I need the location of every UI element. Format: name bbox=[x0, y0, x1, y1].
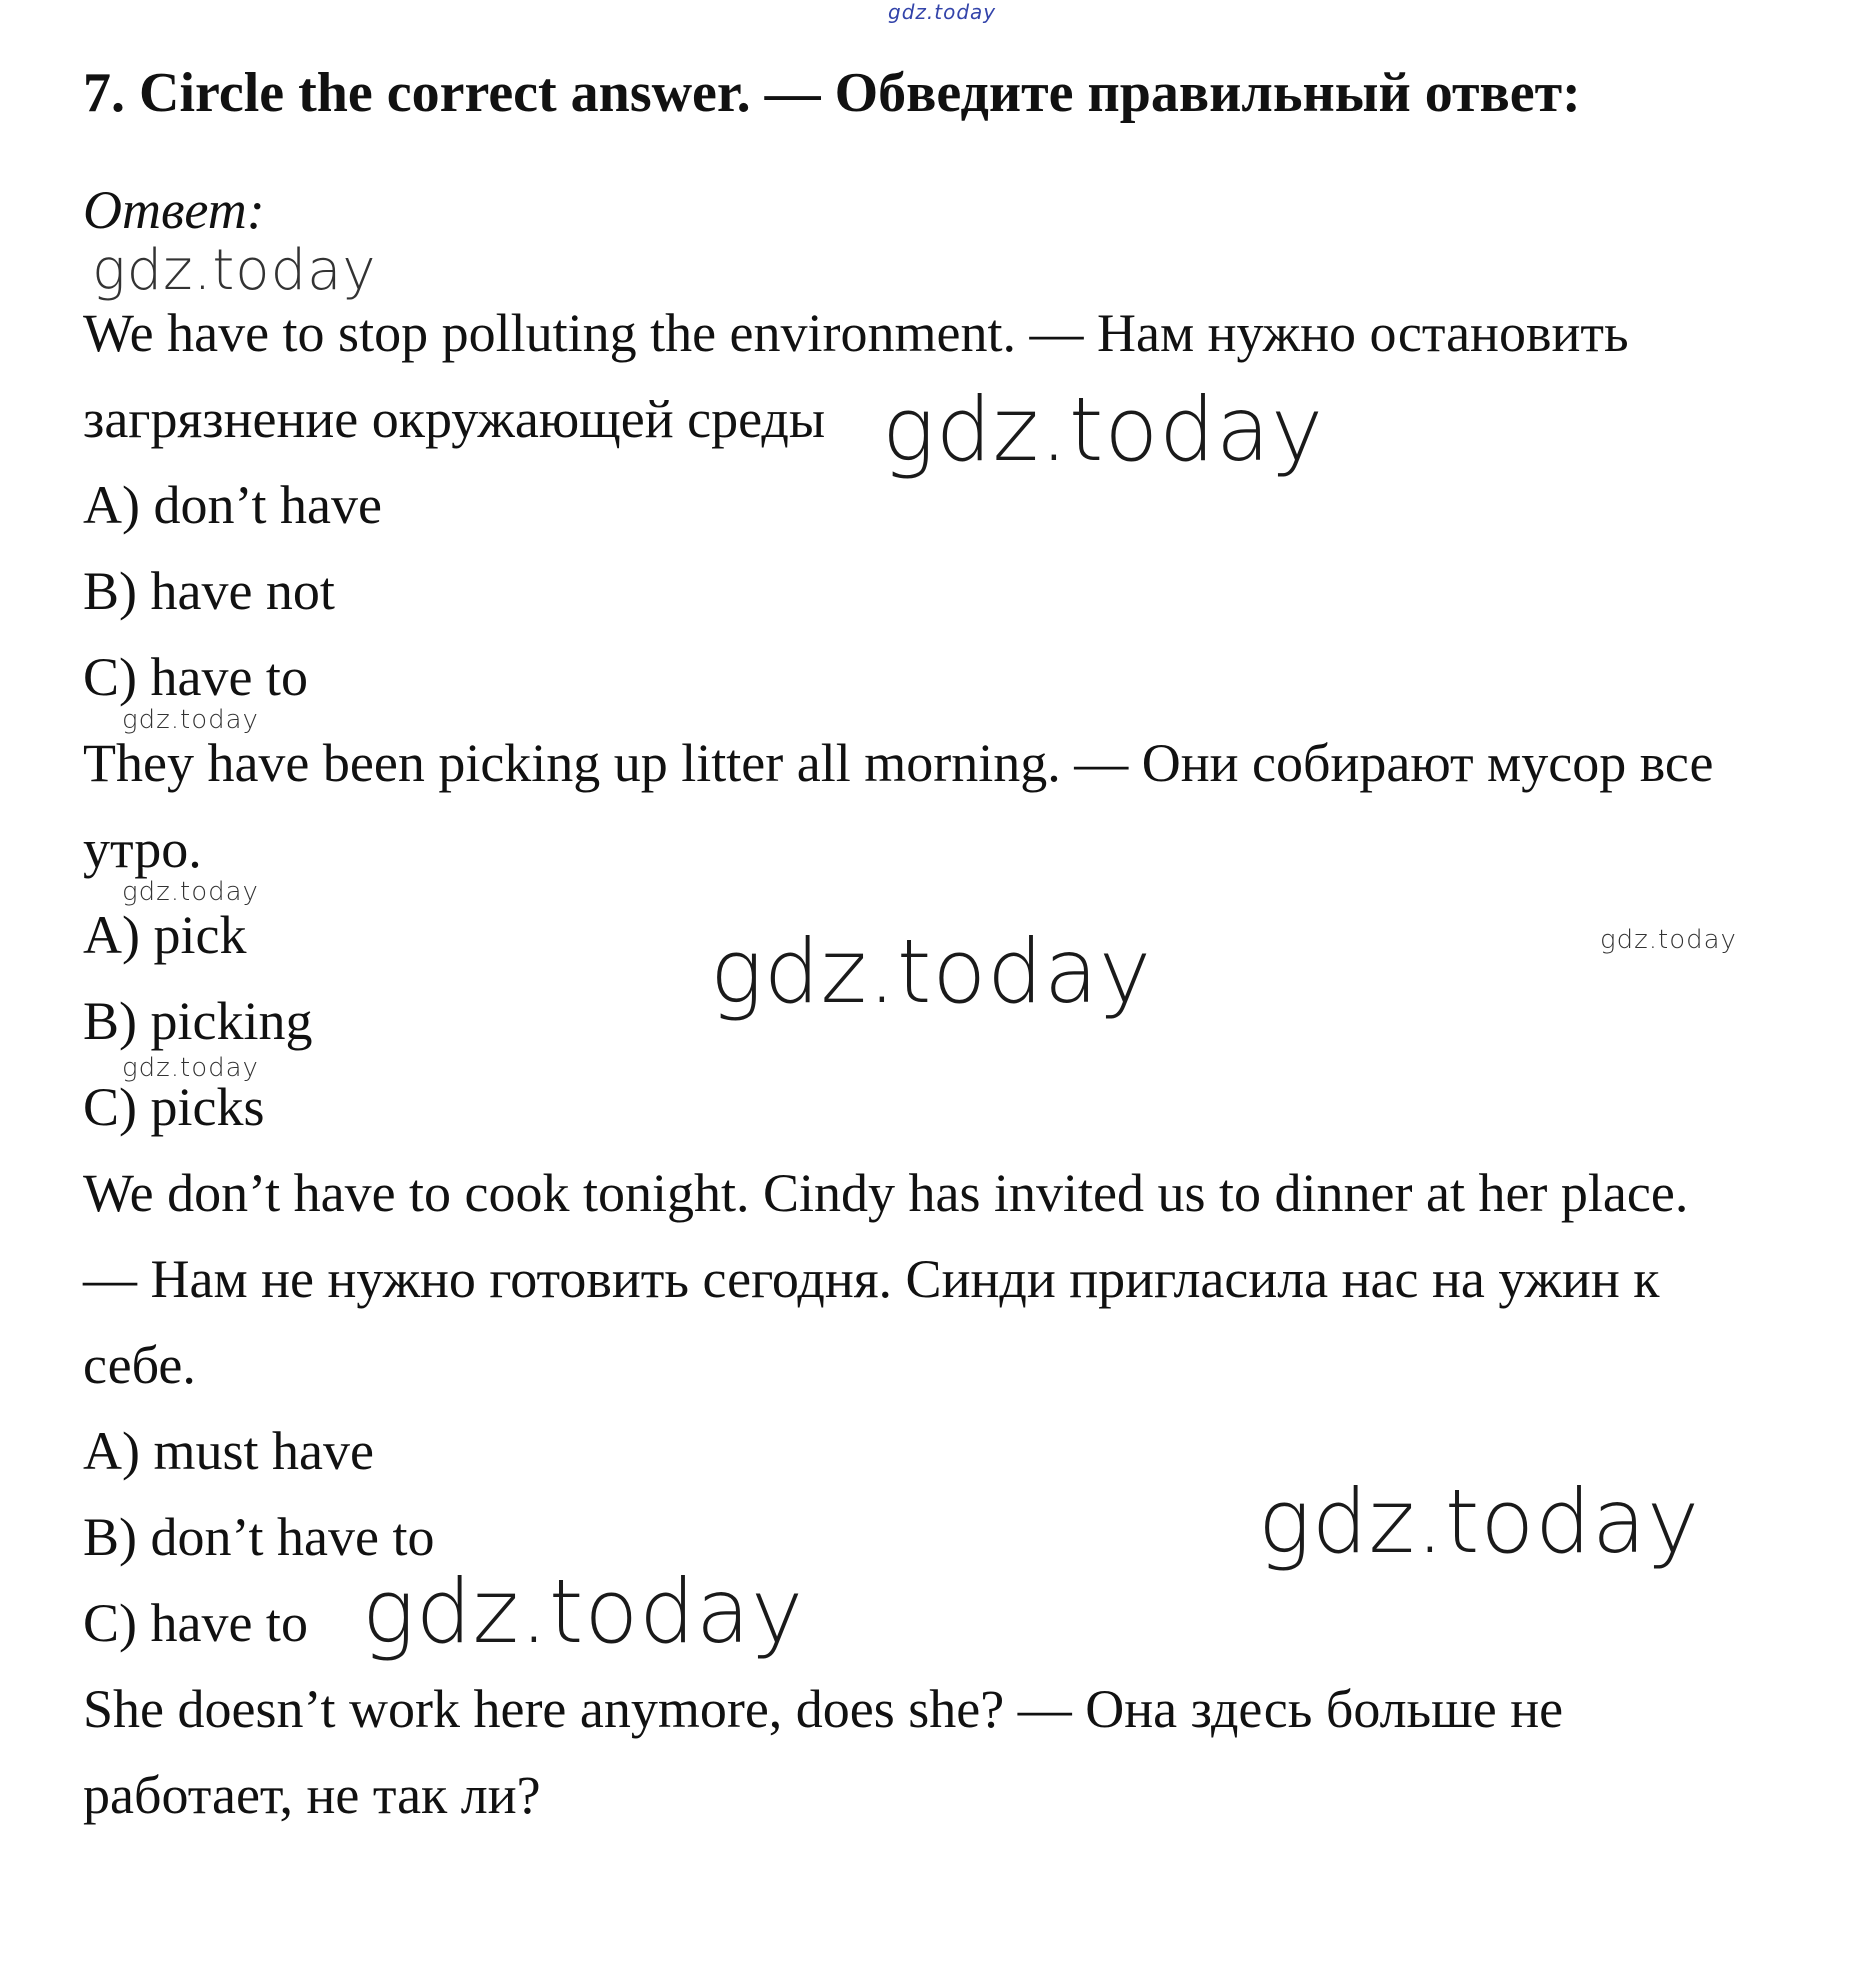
watermark: gdz.today bbox=[362, 1560, 805, 1663]
q2-option-b: B) picking bbox=[83, 991, 313, 1051]
q2-sentence: They have been picking up litter all morning. — Они собирают мусор все bbox=[83, 733, 1714, 793]
q3-option-b: B) don’t have to bbox=[83, 1507, 435, 1567]
q3-translation-cont: себе. bbox=[83, 1335, 196, 1395]
answer-label: Ответ: bbox=[83, 180, 265, 240]
exercise-heading: 7. Circle the correct answer. — Обведите правильный ответ: bbox=[83, 62, 1581, 124]
q3-option-c: C) have to bbox=[83, 1593, 308, 1653]
q1-option-c: C) have to bbox=[83, 647, 308, 707]
watermark: gdz.today bbox=[92, 238, 377, 303]
watermark: gdz.today bbox=[1600, 925, 1737, 955]
watermark: gdz.today bbox=[882, 378, 1325, 481]
q1-option-a: A) don’t have bbox=[83, 475, 382, 535]
q3-option-a: A) must have bbox=[83, 1421, 374, 1481]
q2-option-a: A) pick bbox=[83, 905, 247, 965]
watermark: gdz.today bbox=[122, 1053, 259, 1083]
q1-sentence: We have to stop polluting the environment. — Нам нужно остановить bbox=[83, 303, 1629, 363]
answer-content bbox=[83, 290, 1843, 1838]
q2-sentence-cont: утро. bbox=[83, 819, 202, 879]
watermark: gdz.today bbox=[1258, 1470, 1701, 1573]
watermark: gdz.today bbox=[122, 705, 259, 735]
q3-translation: — Нам не нужно готовить сегодня. Синди пригласила нас на ужин к bbox=[83, 1249, 1660, 1309]
watermark: gdz.today bbox=[710, 920, 1153, 1023]
q2-option-c: C) picks bbox=[83, 1077, 265, 1137]
q4-sentence: She doesn’t work here anymore, does she? — Она здесь больше не bbox=[83, 1679, 1564, 1739]
q3-sentence: We don’t have to cook tonight. Cindy has invited us to dinner at her place. bbox=[83, 1163, 1689, 1223]
q1-option-b: B) have not bbox=[83, 561, 335, 621]
q1-sentence-cont: загрязнение окружающей среды bbox=[83, 389, 826, 449]
watermark: gdz.today bbox=[122, 877, 259, 907]
q4-sentence-cont: работает, не так ли? bbox=[83, 1765, 541, 1825]
watermark-top: gdz.today bbox=[888, 0, 997, 24]
